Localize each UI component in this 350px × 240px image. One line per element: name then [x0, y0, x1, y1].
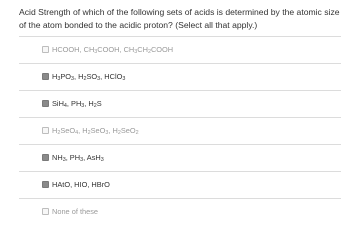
option-6[interactable]	[19, 172, 341, 198]
option-3-checkbox[interactable]	[42, 100, 49, 107]
option-4-label: $H_2SeO_4$, $H_2SeO_3$, $H_2SeO_2$	[52, 126, 139, 136]
option-7-label: None of these	[52, 207, 99, 216]
option-4[interactable]	[19, 118, 341, 144]
option-3[interactable]	[19, 91, 341, 117]
option-1-checkbox[interactable]	[42, 46, 49, 53]
option-7[interactable]	[19, 199, 341, 225]
option-5[interactable]	[19, 145, 341, 171]
option-1-label: HCOOH, $CH_3COOH$, $CH_3CH_2COOH$	[52, 45, 174, 55]
option-2-label: $H_3PO_3$, $H_2SO_3$, HClO$_3$	[52, 72, 126, 82]
option-7-checkbox[interactable]	[42, 208, 49, 215]
option-5-checkbox[interactable]	[42, 154, 49, 161]
option-3-label: SiH$_4$, $PH_3$, $H_2S$	[52, 99, 102, 109]
option-6-label: HAtO, HIO, HBrO	[52, 180, 110, 189]
option-2[interactable]	[19, 64, 341, 90]
option-4-checkbox[interactable]	[42, 127, 49, 134]
option-6-checkbox[interactable]	[42, 181, 49, 188]
option-1[interactable]	[19, 37, 341, 63]
option-2-checkbox[interactable]	[42, 73, 49, 80]
question-text: Acid Strength of which of the following sets of acids is determined by the atomic size of the atom bonded to the acidic proton? (Select all that apply.)	[19, 7, 340, 30]
option-5-label: $NH_3$, $PH_3$, AsH$_3$	[52, 153, 104, 163]
